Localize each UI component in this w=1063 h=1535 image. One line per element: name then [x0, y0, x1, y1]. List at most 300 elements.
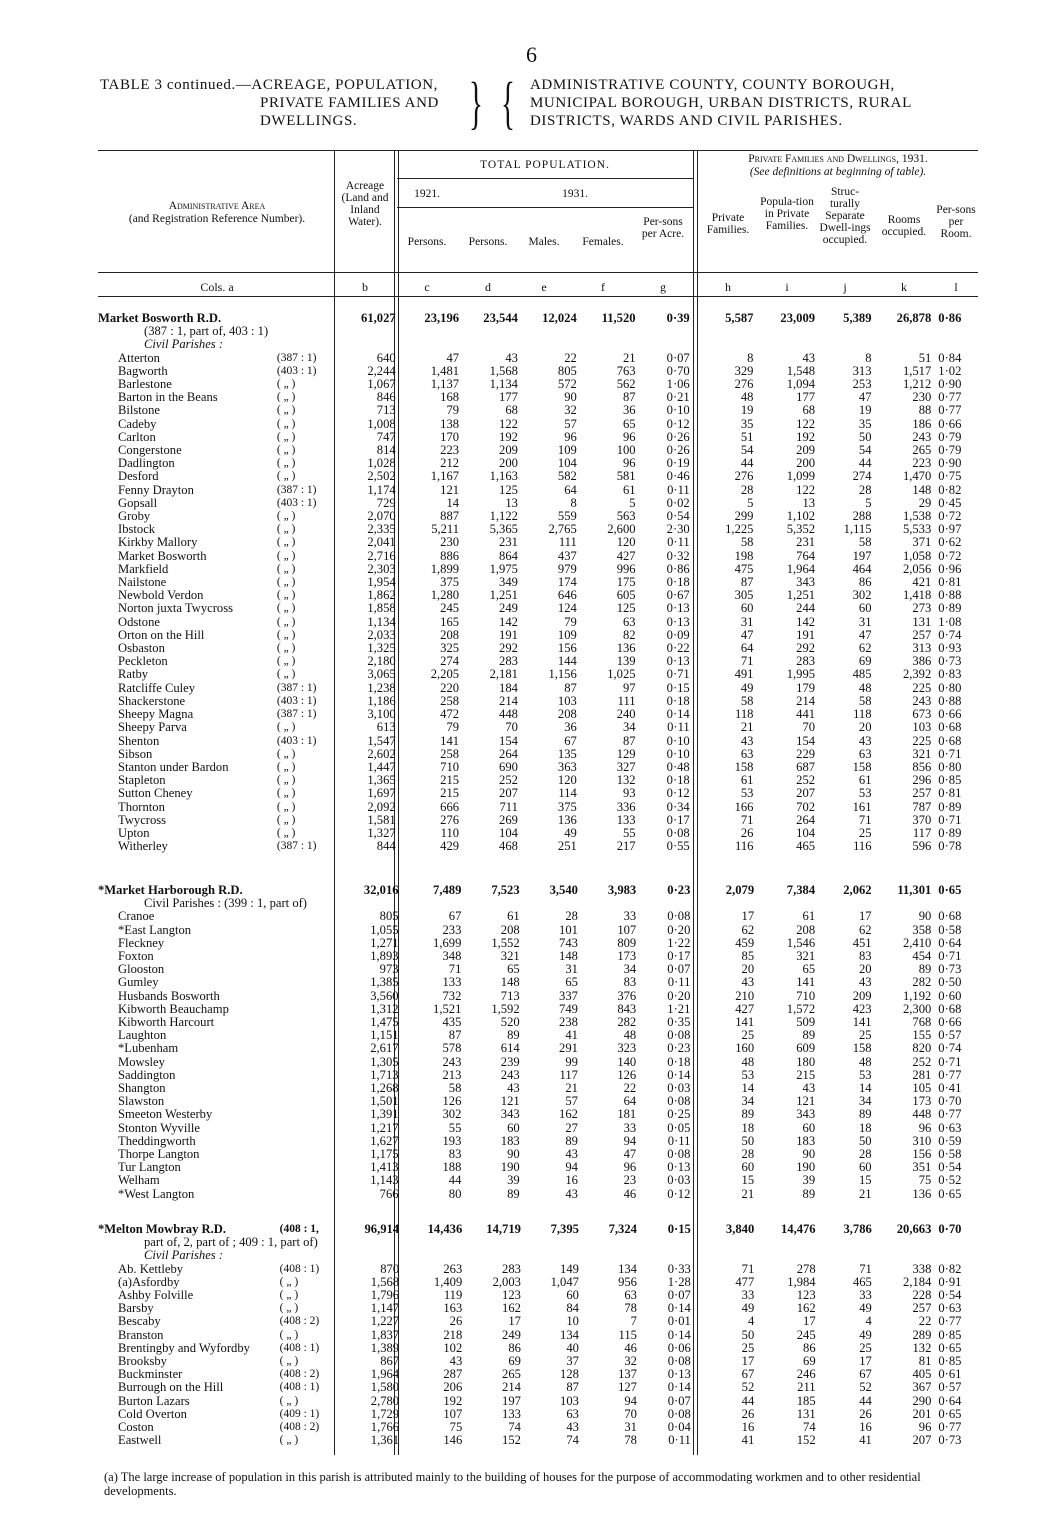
- table-cell: 269: [499, 812, 518, 827]
- table-row: [98, 1342, 978, 1355]
- table-cell: 1,227: [370, 1314, 400, 1329]
- table-cell: 217: [616, 839, 636, 854]
- table-cell: 820: [912, 1041, 932, 1056]
- table-cell: 44: [859, 1393, 872, 1408]
- table-cell: 3,100: [367, 707, 396, 722]
- table-cell: 139: [616, 654, 636, 669]
- table-cell: 142: [499, 614, 518, 629]
- table-cell: 371: [912, 535, 932, 550]
- parish-reference: (409 : 1): [279, 1407, 320, 1420]
- table-row: [98, 1368, 978, 1381]
- divider-total-population: [397, 178, 693, 179]
- parish-reference: [280, 1069, 341, 1082]
- table-cell: 71: [448, 962, 462, 977]
- table-cell: 258: [440, 693, 460, 708]
- table-cell: 814: [376, 443, 396, 458]
- table-cell: 122: [499, 416, 518, 431]
- table-cell: 220: [440, 680, 460, 695]
- table-cell: 1,271: [370, 935, 399, 950]
- parish-name: Cranoe: [118, 910, 155, 924]
- registration-reference: Civil Parishes : (399 : 1, part of): [144, 897, 307, 911]
- table-cell: 89: [507, 1186, 520, 1201]
- table-cell: 1,058: [902, 548, 932, 563]
- table-row: [98, 774, 978, 787]
- total-cell: 0·86: [938, 311, 962, 325]
- table-cell: 63: [740, 746, 754, 761]
- table-cell: 1,028: [367, 456, 396, 471]
- table-row: [98, 1188, 978, 1201]
- table-cell: 156: [557, 641, 577, 656]
- parish-name: Laughton: [118, 1029, 167, 1043]
- table-cell: 0·26: [666, 443, 690, 458]
- table-cell: 0·01: [667, 1314, 691, 1329]
- table-cell: 2,033: [367, 627, 396, 642]
- table-cell: 376: [617, 988, 637, 1003]
- table-cell: 65: [507, 962, 520, 977]
- table-cell: 0·03: [667, 1081, 691, 1096]
- parish-name: *East Langton: [118, 923, 192, 937]
- table-cell: 173: [912, 1094, 932, 1109]
- table-cell: 156: [912, 1147, 932, 1162]
- table-row: [98, 1108, 978, 1121]
- table-cell: 0·63: [938, 1301, 962, 1316]
- parish-name: Markfield: [118, 562, 169, 576]
- table-cell: 17: [859, 909, 872, 924]
- table-cell: 8: [747, 350, 754, 365]
- table-cell: 75: [918, 1173, 932, 1188]
- table-cell: 88: [918, 403, 932, 418]
- table-row: [98, 950, 978, 963]
- table-cell: 0·26: [666, 429, 690, 444]
- header-persons-1921: Persons.: [407, 236, 447, 248]
- district-name: *Melton Mowbray R.D.: [98, 1222, 227, 1236]
- table-cell: 94: [565, 1160, 578, 1175]
- table-cell: 640: [376, 350, 396, 365]
- table-row: [98, 1082, 978, 1095]
- parish-name: Eastwell: [118, 1434, 162, 1448]
- table-cell: 103: [560, 1393, 579, 1408]
- table-cell: 1,964: [786, 561, 816, 576]
- parish-name: Shangton: [118, 1082, 166, 1096]
- table-cell: 191: [499, 627, 518, 642]
- table-cell: 16: [565, 1173, 578, 1188]
- table-cell: 1,766: [370, 1420, 400, 1435]
- table-cell: 2,092: [367, 799, 396, 814]
- table-cell: 0·08: [667, 909, 691, 924]
- table-cell: 14: [859, 1081, 872, 1096]
- table-cell: 25: [859, 1028, 872, 1043]
- table-cell: 225: [912, 733, 932, 748]
- table-cell: 257: [912, 1301, 932, 1316]
- total-cell: 23,196: [424, 311, 460, 325]
- table-cell: 206: [443, 1380, 463, 1395]
- table-cell: 49: [740, 680, 754, 695]
- table-cell: 40: [566, 1340, 579, 1355]
- table-cell: 0·78: [938, 839, 962, 854]
- table-cell: 245: [440, 601, 460, 616]
- table-cell: 86: [858, 575, 872, 590]
- table-row: [98, 550, 978, 563]
- table-cell: 100: [616, 443, 636, 458]
- parish-reference: ( „ ): [279, 1302, 299, 1315]
- table-cell: 22: [918, 1314, 932, 1329]
- table-row: [98, 787, 978, 800]
- table-cell: 141: [852, 1015, 872, 1030]
- table-cell: 179: [796, 680, 816, 695]
- table-cell: 1,699: [433, 935, 462, 950]
- table-cell: 207: [796, 786, 816, 801]
- table-cell: 103: [912, 720, 932, 735]
- table-cell: 1,175: [370, 1147, 399, 1162]
- total-cell: 3,983: [607, 883, 637, 897]
- table-cell: 215: [440, 786, 460, 801]
- parish-name: Barton in the Beans: [118, 391, 218, 405]
- table-cell: 0·50: [938, 975, 962, 990]
- table-cell: 39: [802, 1173, 816, 1188]
- table-cell: 223: [912, 456, 932, 471]
- parish-reference: ( „ ): [276, 826, 296, 839]
- parish-name: Barsby: [118, 1302, 154, 1316]
- table-cell: 0·55: [666, 839, 690, 854]
- parish-name: Fenny Drayton: [118, 483, 194, 497]
- table-cell: 14: [446, 495, 460, 510]
- parish-name: Bescaby: [118, 1315, 161, 1329]
- col-label-i: i: [785, 280, 789, 294]
- table-cell: 288: [852, 509, 872, 524]
- table-cell: 435: [442, 1015, 462, 1030]
- table-cell: 132: [912, 1340, 932, 1355]
- table-cell: 1,147: [370, 1301, 400, 1316]
- table-cell: 805: [557, 363, 577, 378]
- table-cell: 710: [440, 759, 460, 774]
- table-cell: 427: [616, 548, 636, 563]
- table-cell: 78: [624, 1433, 637, 1448]
- table-cell: 0·72: [938, 548, 962, 563]
- parish-reference: ( „ ): [276, 813, 296, 826]
- parish-reference: ( „ ): [279, 1434, 299, 1447]
- total-cell: [280, 878, 341, 897]
- table-cell: 0·68: [938, 1001, 962, 1016]
- table-cell: 0·33: [667, 1261, 691, 1276]
- table-row: [98, 1263, 978, 1276]
- table-cell: 102: [443, 1340, 463, 1355]
- total-cell: 5,587: [725, 311, 754, 325]
- table-cell: 0·21: [666, 390, 690, 405]
- table-cell: 0·10: [666, 733, 690, 748]
- table-cell: 128: [560, 1367, 579, 1382]
- table-cell: 71: [741, 1261, 755, 1276]
- parish-name: Stonton Wyville: [118, 1121, 200, 1135]
- table-cell: 0·07: [666, 350, 690, 365]
- table-cell: 0·85: [938, 773, 962, 788]
- table-cell: 64: [564, 482, 577, 497]
- table-row: [98, 484, 978, 497]
- parish-name: Brooksby: [118, 1355, 167, 1369]
- total-cell: 2,062: [843, 883, 872, 897]
- parish-name: Groby: [118, 510, 151, 524]
- table-cell: 258: [440, 746, 460, 761]
- table-cell: 0·91: [938, 1274, 962, 1289]
- table-cell: 257: [912, 627, 932, 642]
- table-cell: 0·85: [938, 1327, 962, 1342]
- table-cell: 63: [858, 746, 872, 761]
- parish-name: Ratby: [118, 668, 149, 682]
- table-cell: 343: [796, 575, 816, 590]
- table-cell: 104: [499, 825, 518, 840]
- table-cell: 136: [557, 812, 577, 827]
- table-cell: 13: [802, 495, 816, 510]
- table-cell: 223: [440, 443, 460, 458]
- table-cell: 1,115: [843, 522, 872, 537]
- table-cell: 60: [859, 1160, 872, 1175]
- section-table: [98, 1217, 978, 1447]
- table-cell: 90: [564, 390, 577, 405]
- table-cell: 173: [617, 949, 637, 964]
- table-cell: 0·18: [666, 575, 690, 590]
- table-cell: 1,729: [370, 1406, 400, 1421]
- parish-reference: ( „ ): [276, 417, 296, 430]
- table-cell: 154: [499, 733, 518, 748]
- header-private-families-title: Private Families and Dwellings, 1931.: [748, 153, 928, 165]
- table-cell: 273: [912, 601, 932, 616]
- table-cell: 0·45: [938, 495, 962, 510]
- table-cell: 19: [858, 403, 872, 418]
- table-cell: 1,547: [367, 733, 396, 748]
- table-cell: 0·73: [938, 654, 962, 669]
- parish-name: Congerstone: [118, 444, 182, 458]
- table-cell: 673: [912, 707, 932, 722]
- table-cell: 1,305: [370, 1054, 399, 1069]
- table-cell: 75: [449, 1420, 463, 1435]
- table-cell: 2,410: [902, 935, 932, 950]
- table-cell: 101: [559, 922, 578, 937]
- table-row: [98, 536, 978, 549]
- table-cell: 96: [918, 1420, 932, 1435]
- table-cell: 613: [376, 720, 396, 735]
- table-cell: 211: [797, 1380, 816, 1395]
- table-cell: 287: [443, 1367, 463, 1382]
- table-cell: 230: [912, 390, 932, 405]
- parish-reference: ( „ ): [276, 668, 296, 681]
- table-cell: 152: [502, 1433, 521, 1448]
- table-cell: 296: [912, 773, 932, 788]
- table-cell: 46: [623, 1186, 637, 1201]
- table-cell: 69: [858, 654, 872, 669]
- table-cell: 0·68: [938, 909, 962, 924]
- table-cell: 0·08: [666, 825, 690, 840]
- total-cell: 12,024: [542, 311, 577, 325]
- parish-name: Upton: [118, 826, 150, 840]
- total-cell: 7,384: [786, 883, 816, 897]
- table-cell: 562: [616, 377, 636, 392]
- table-cell: 1,102: [786, 509, 816, 524]
- table-cell: 0·77: [938, 403, 962, 418]
- table-cell: 141: [440, 733, 460, 748]
- table-cell: 89: [859, 1107, 872, 1122]
- parish-reference: ( „ ): [276, 391, 296, 404]
- table-cell: 276: [734, 469, 754, 484]
- parish-reference: ( „ ): [276, 628, 296, 641]
- table-cell: 64: [623, 1094, 637, 1109]
- table-cell: 104: [796, 825, 816, 840]
- table-row: [98, 457, 978, 470]
- parish-name: Atterton: [118, 351, 160, 365]
- table-cell: 0·83: [938, 667, 962, 682]
- table-row: [98, 735, 978, 748]
- table-row: [98, 840, 978, 853]
- table-cell: 1·02: [938, 363, 962, 378]
- table-row: [98, 827, 978, 840]
- table-cell: 33: [859, 1288, 872, 1303]
- table-cell: 0·80: [938, 759, 962, 774]
- table-cell: 4: [747, 1314, 755, 1329]
- table-cell: 50: [858, 429, 872, 444]
- table-cell: 20: [858, 720, 872, 735]
- parish-reference: ( „ ): [276, 615, 296, 628]
- table-row: [98, 1122, 978, 1135]
- table-row: [98, 1381, 978, 1394]
- table-row: [98, 1434, 978, 1447]
- col-label-g: g: [660, 280, 666, 294]
- table-cell: 582: [557, 469, 577, 484]
- table-cell: 351: [912, 1160, 932, 1175]
- table-cell: 132: [616, 773, 636, 788]
- table-cell: 1,217: [370, 1120, 399, 1135]
- table-cell: 191: [796, 627, 816, 642]
- table-cell: 21: [565, 1081, 578, 1096]
- total-cell: 3,786: [843, 1222, 872, 1236]
- parish-name: Branston: [118, 1328, 164, 1342]
- table-row: [98, 937, 978, 950]
- district-total-row: [98, 1217, 978, 1236]
- table-cell: 186: [912, 416, 932, 431]
- header-private-families: Private Families.: [706, 212, 750, 236]
- header-females: Females.: [582, 236, 624, 248]
- table-cell: 43: [566, 1420, 579, 1435]
- table-cell: 477: [735, 1274, 755, 1289]
- table-cell: 84: [566, 1301, 579, 1316]
- table-cell: 192: [499, 429, 518, 444]
- table-cell: 43: [565, 1186, 578, 1201]
- table-row: [98, 1395, 978, 1408]
- parish-name: Sheepy Magna: [118, 708, 194, 722]
- table-cell: 79: [446, 403, 460, 418]
- table-cell: 133: [502, 1406, 521, 1421]
- table-cell: 238: [559, 1015, 578, 1030]
- table-cell: 1·06: [666, 377, 690, 392]
- parish-name: Theddingworth: [118, 1134, 196, 1148]
- table-cell: 290: [912, 1393, 932, 1408]
- parish-name: Sheepy Parva: [118, 721, 187, 735]
- parish-reference: ( „ ): [276, 549, 296, 562]
- table-cell: 0·18: [666, 693, 690, 708]
- parish-name: Kirkby Mallory: [118, 536, 198, 550]
- table-cell: 1·22: [667, 935, 691, 950]
- table-cell: 1,280: [430, 588, 460, 603]
- table-cell: 321: [912, 746, 932, 761]
- parish-reference: [280, 1029, 341, 1042]
- table-cell: 146: [443, 1433, 463, 1448]
- table-row: [98, 378, 978, 391]
- table-cell: 215: [796, 1067, 816, 1082]
- parish-name: Osbaston: [118, 642, 165, 656]
- table-cell: 122: [796, 482, 816, 497]
- table-cell: 0·79: [938, 429, 962, 444]
- table-row: [98, 470, 978, 483]
- table-cell: 0·11: [667, 482, 690, 497]
- table-row: [98, 1042, 978, 1055]
- table-cell: 28: [740, 482, 754, 497]
- table-cell: 0·90: [938, 456, 962, 471]
- table-cell: 0·90: [938, 377, 962, 392]
- table-cell: 87: [740, 575, 754, 590]
- table-cell: 208: [500, 922, 520, 937]
- table-cell: 743: [559, 935, 578, 950]
- table-cell: 61: [858, 773, 872, 788]
- table-row: [98, 963, 978, 976]
- table-cell: 70: [505, 720, 518, 735]
- table-cell: 2,205: [430, 667, 460, 682]
- parish-name: Carlton: [118, 430, 156, 444]
- table-cell: 126: [617, 1067, 637, 1082]
- table-row: [98, 1161, 978, 1174]
- table-cell: 979: [557, 561, 577, 576]
- table-cell: 0·09: [666, 627, 690, 642]
- table-cell: 31: [624, 1420, 637, 1435]
- table-cell: 0·08: [667, 1354, 691, 1369]
- table-cell: 90: [802, 1147, 816, 1162]
- table-cell: 2,180: [367, 654, 396, 669]
- table-cell: 0·54: [666, 509, 690, 524]
- table-cell: 138: [440, 416, 460, 431]
- table-cell: 8: [570, 495, 577, 510]
- table-row: [98, 444, 978, 457]
- table-cell: 58: [448, 1081, 462, 1096]
- table-cell: 1,143: [370, 1173, 399, 1188]
- table-row: [98, 352, 978, 365]
- table-cell: 107: [443, 1406, 463, 1421]
- total-cell: 11,301: [897, 883, 932, 897]
- table-cell: 141: [735, 1015, 755, 1030]
- table-cell: 1,501: [370, 1094, 399, 1109]
- table-cell: 843: [617, 1001, 637, 1016]
- table-cell: 107: [617, 922, 637, 937]
- table-cell: 67: [448, 909, 462, 924]
- table-row: [98, 1302, 978, 1315]
- table-cell: 28: [859, 1147, 872, 1162]
- table-cell: 0·86: [666, 561, 690, 576]
- parish-reference: ( „ ): [276, 536, 296, 549]
- table-cell: 20: [859, 962, 872, 977]
- table-cell: 1,538: [902, 509, 932, 524]
- table-row: [98, 1408, 978, 1421]
- table-cell: 0·67: [666, 588, 690, 603]
- table-cell: 86: [803, 1340, 816, 1355]
- parish-name: Dadlington: [118, 457, 175, 471]
- table-cell: 168: [440, 390, 460, 405]
- table-cell: 5,352: [786, 522, 816, 537]
- table-cell: 129: [616, 746, 636, 761]
- table-cell: 121: [440, 482, 460, 497]
- table-cell: 310: [912, 1133, 932, 1148]
- section-table: [98, 306, 978, 853]
- table-cell: 844: [376, 839, 396, 854]
- table-cell: 31: [740, 614, 754, 629]
- table-cell: 1,312: [370, 1001, 399, 1016]
- table-cell: 48: [740, 390, 754, 405]
- table-row: [98, 1276, 978, 1289]
- table-row: [98, 404, 978, 417]
